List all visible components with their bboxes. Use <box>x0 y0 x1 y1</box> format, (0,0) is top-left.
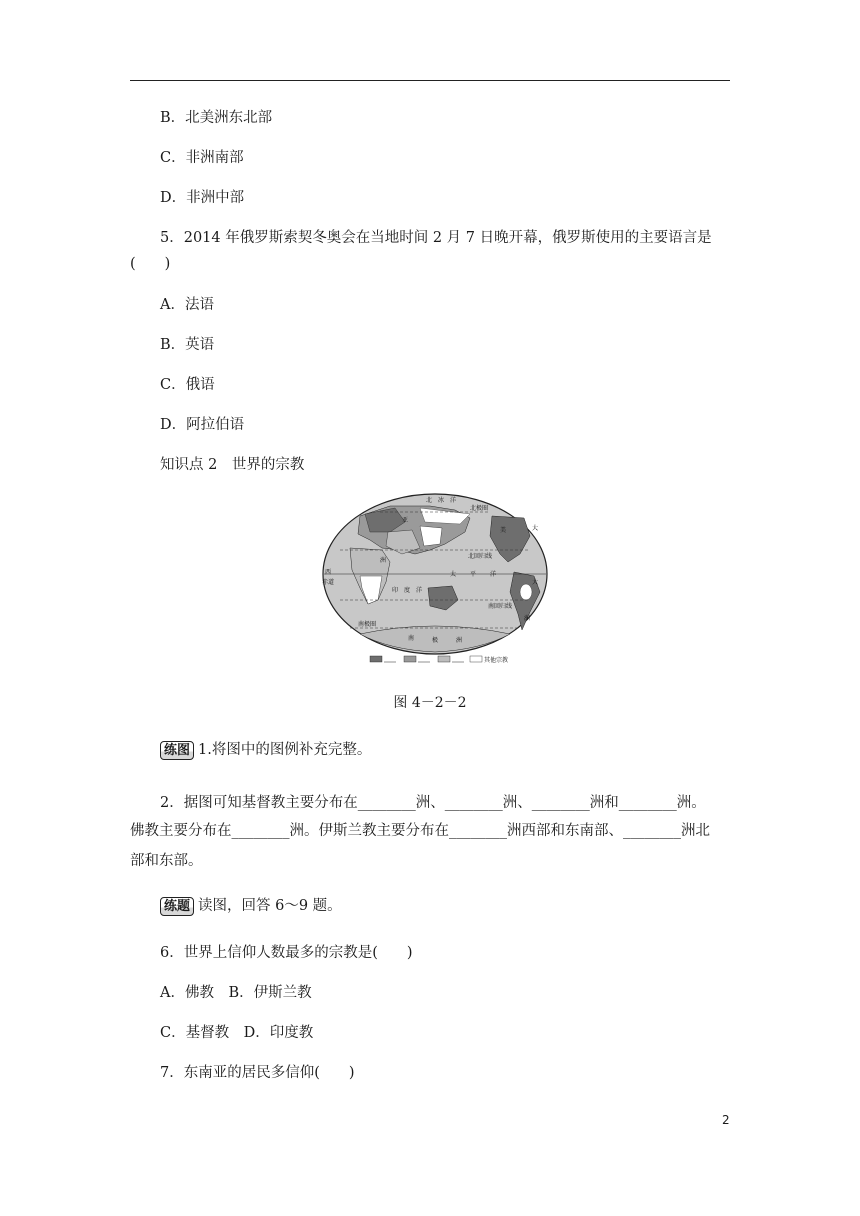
option-d: D．非洲中部 <box>160 190 245 206</box>
map-label-arctic-circle: 北极圈 <box>470 505 489 512</box>
figure-caption: 图 4－2－2 <box>393 695 467 711</box>
map-label-yang: 洋 <box>490 571 497 578</box>
question-6: 6．世界上信仰人数最多的宗教是( ) <box>160 945 413 961</box>
q6-options-cd: C．基督教 D．印度教 <box>160 1025 314 1041</box>
q5-option-d: D．阿拉伯语 <box>160 417 245 433</box>
practice-questions-intro: 读图，回答 6～9 题。 <box>198 898 342 914</box>
map-legend <box>370 656 508 664</box>
map-label-zhou: 洲 <box>456 637 463 644</box>
page-number: 2 <box>722 1113 730 1127</box>
practice-map-q1: 1.将图中的图例补充完整。 <box>198 742 372 758</box>
legend-label-other: 其他宗教 <box>484 657 509 664</box>
practice-map-q2 <box>130 788 734 818</box>
practice-map-q1-row <box>160 740 371 760</box>
question-7: 7．东南亚的居民多信仰( ) <box>160 1065 355 1081</box>
practice-questions-intro-row <box>160 896 342 916</box>
practice-map-tag: 练图 <box>160 741 194 760</box>
option-c: C．非洲南部 <box>160 150 244 166</box>
practice-map-q2-cont <box>130 816 734 876</box>
legend-swatch-1 <box>370 656 382 662</box>
map-label-ya: 亚 <box>402 517 409 524</box>
legend-swatch-3 <box>438 656 450 662</box>
map-label-mei: 美 <box>500 527 507 534</box>
legend-swatch-2 <box>404 656 416 662</box>
map-label-xi: 西 <box>325 569 332 576</box>
east-asia-buddhist-area <box>420 526 442 546</box>
map-label-ice: 冰 <box>438 497 445 504</box>
practice-map-q2-line2: 佛教主要分布在________洲。伊斯兰教主要分布在________洲西部和东南部、________洲北 <box>130 823 710 839</box>
practice-map-q2-line1: 2．据图可知基督教主要分布在________洲、________洲、________洲和________洲。 <box>160 795 706 811</box>
question-5-line1: 5．2014 年俄罗斯索契冬奥会在当地时间 2 月 7 日晚开幕，俄罗斯使用的主要语言是 <box>160 230 712 246</box>
map-label-antarctic-circle: 南极圈 <box>358 621 377 628</box>
legend-swatch-other <box>470 656 482 662</box>
map-label-ocean: 洋 <box>450 497 457 504</box>
map-label-tai: 太 <box>450 571 457 578</box>
map-label-tropic-cancer: 北回归线 <box>468 553 493 560</box>
option-b: B．北美洲东北部 <box>160 110 273 126</box>
world-religion-map <box>320 492 550 672</box>
practice-questions-tag: 练题 <box>160 897 194 916</box>
map-label-north: 北 <box>426 497 433 504</box>
question-5-line2: ( ) <box>130 256 171 272</box>
map-label-ji: 极 <box>432 637 439 644</box>
map-label-zhou-africa: 洲 <box>380 557 387 564</box>
q5-option-b: B．英语 <box>160 337 215 353</box>
map-label-yin: 印 <box>392 587 399 594</box>
practice-map-q2-line3: 部和东部。 <box>130 853 203 869</box>
map-label-yang-2: 洋 <box>416 587 423 594</box>
q5-option-a: A．法语 <box>160 297 214 313</box>
map-label-ping: 平 <box>470 571 477 578</box>
section-heading: 知识点 2 世界的宗教 <box>160 457 305 473</box>
q5-option-c: C．俄语 <box>160 377 215 393</box>
header-rule <box>130 80 730 81</box>
map-label-du: 度 <box>404 587 411 594</box>
map-label-tropic-capricorn: 南回归线 <box>488 603 513 610</box>
q6-options-ab: A．佛教 B．伊斯兰教 <box>160 985 312 1001</box>
map-label-zhou-sa: 洲 <box>524 615 531 622</box>
south-america-other-area <box>520 584 532 600</box>
map-label-nan: 南 <box>408 635 415 642</box>
map-label-da-1: 大 <box>532 525 539 532</box>
map-label-da-2: 大 <box>532 579 539 586</box>
map-label-equator: 赤道 <box>322 579 335 586</box>
